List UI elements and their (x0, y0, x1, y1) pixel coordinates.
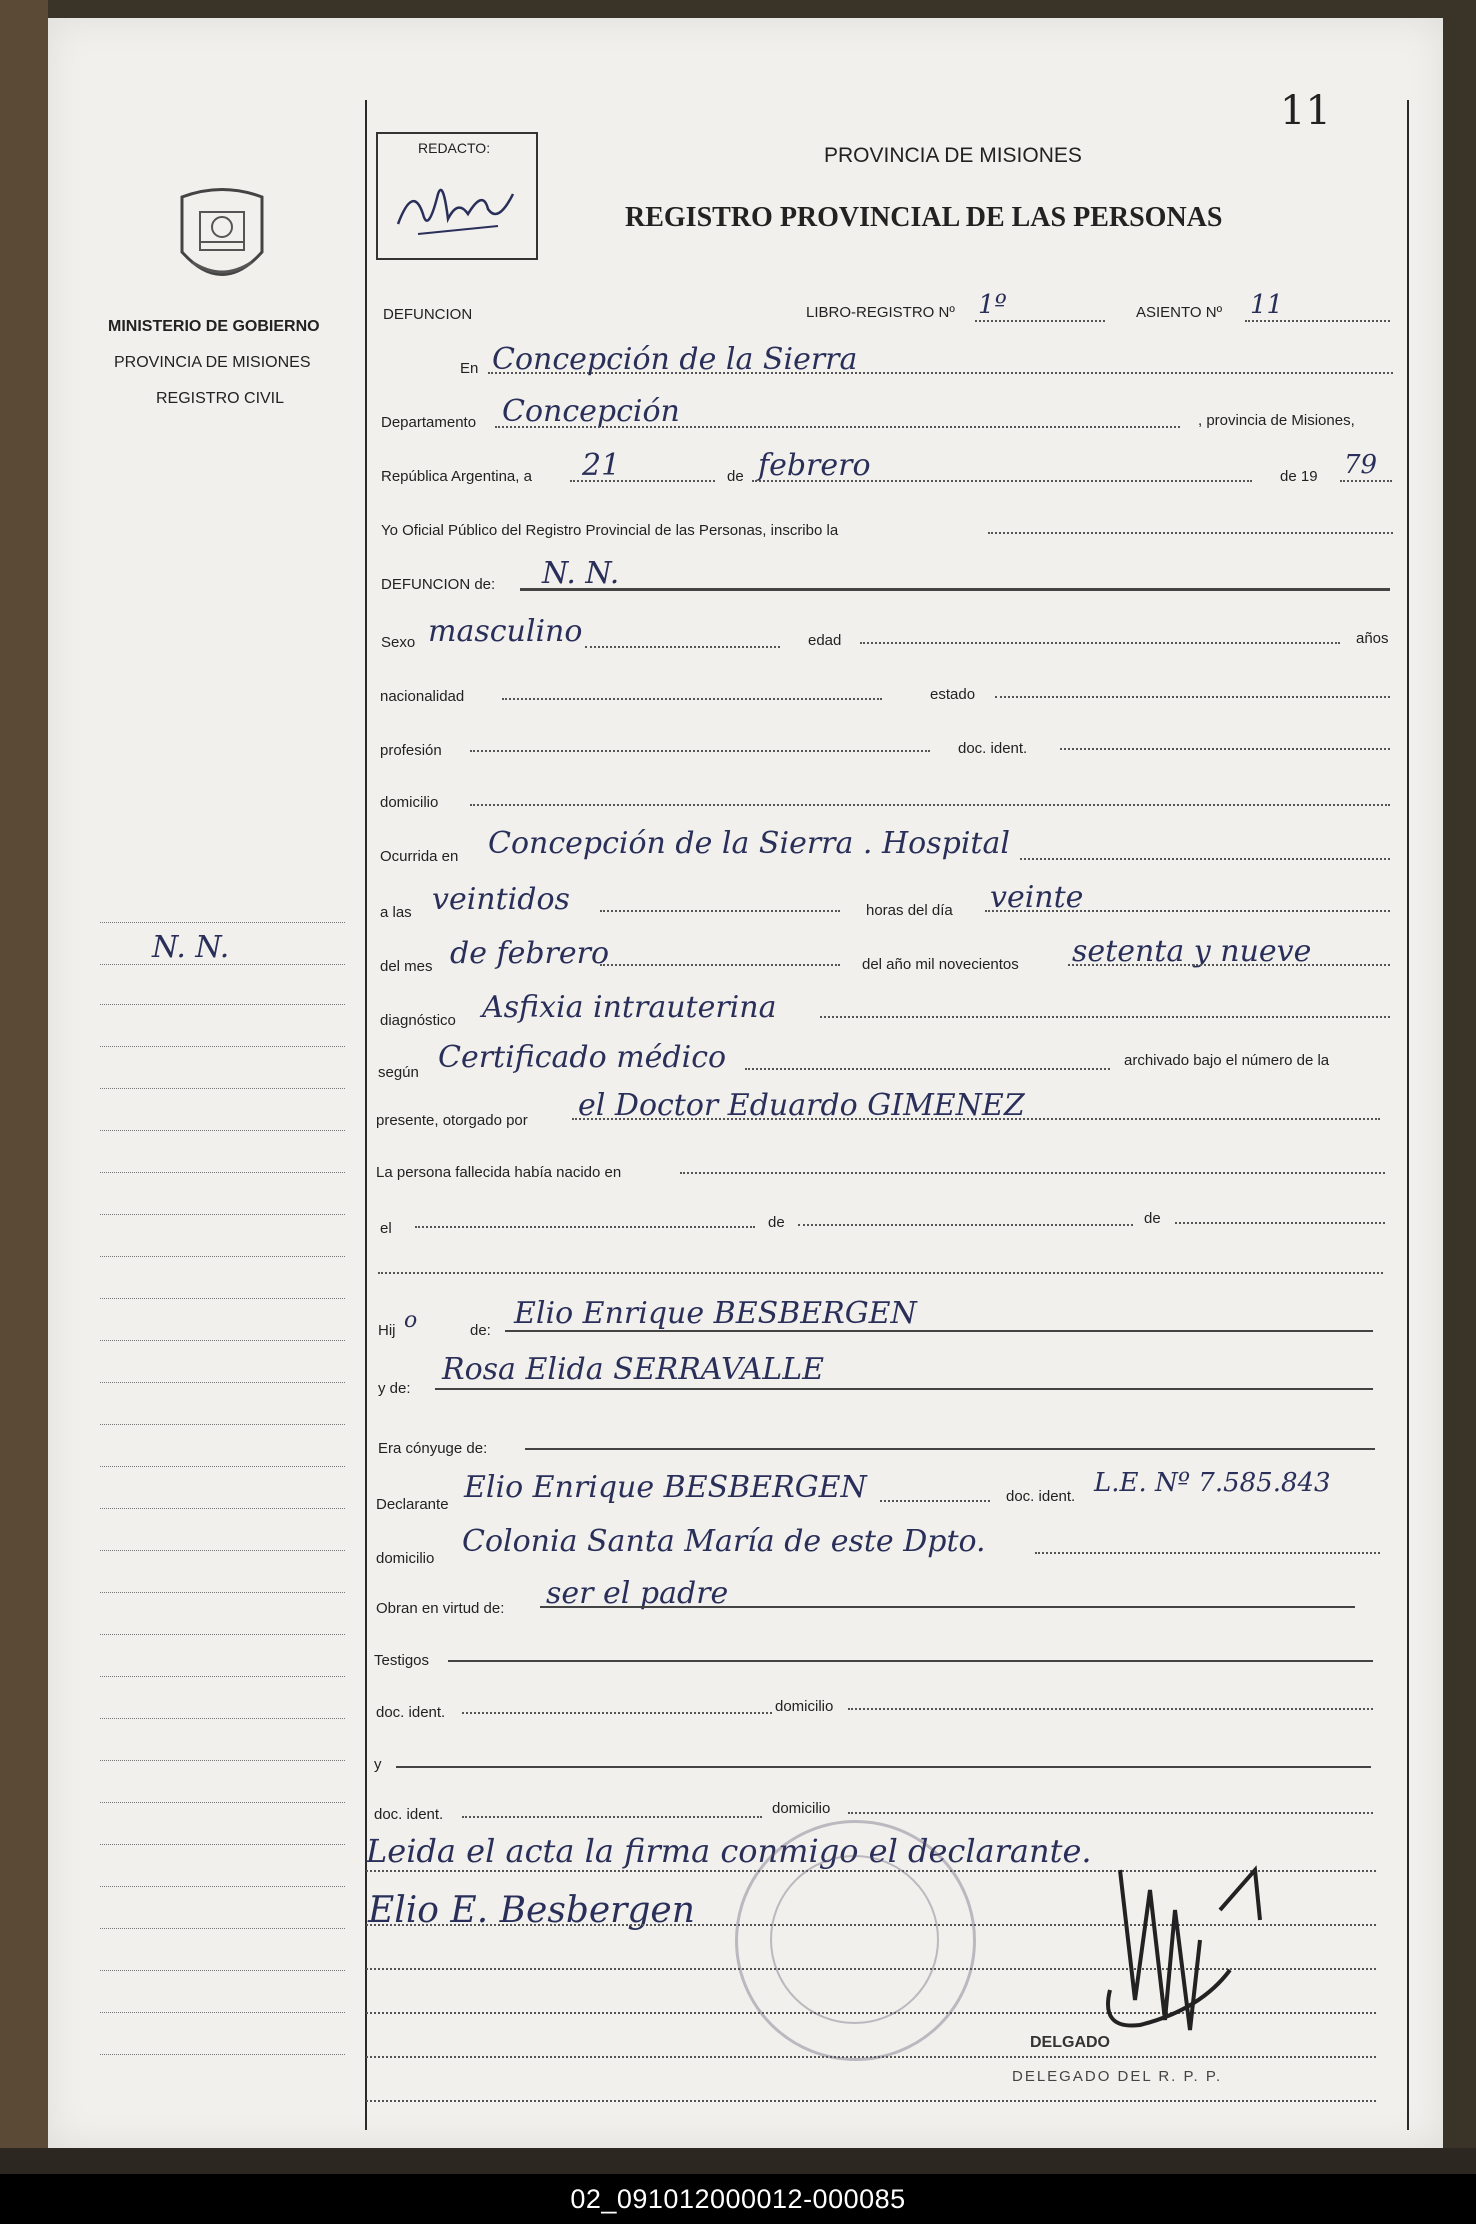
label-departamento: Departamento (381, 414, 477, 431)
label-domicilio-4: domicilio (772, 1800, 831, 1817)
line-nacido-2 (378, 1272, 1383, 1274)
value-padre: Elio Enrique BESBERGEN (514, 1296, 917, 1331)
side-line (100, 1424, 345, 1425)
value-diagnostico: Asfixia intrauterina (482, 990, 777, 1025)
value-dia-texto: veinte (990, 880, 1084, 915)
value-asiento: 11 (1250, 290, 1284, 320)
side-line (100, 1928, 345, 1929)
line-madre (435, 1388, 1373, 1390)
official-stamp-line-2: DELEGADO DEL R. P. P. (1012, 2068, 1223, 2085)
label-de-2: de (768, 1214, 785, 1231)
label-a-las: a las (380, 904, 412, 921)
redacto-signature-icon (388, 164, 528, 249)
value-segun: Certificado médico (438, 1040, 727, 1075)
value-mes-texto: de febrero (450, 936, 610, 971)
label-horas-dia: horas del día (866, 902, 953, 919)
crest-icon (172, 182, 272, 297)
value-firma-declarante: Elio E. Besbergen (368, 1890, 695, 1931)
line-otorgado (572, 1118, 1380, 1120)
label-conyuge: Era cónyuge de: (378, 1440, 488, 1457)
label-ocurrida: Ocurrida en (380, 848, 459, 865)
line-declarante (880, 1500, 990, 1502)
label-presente: presente, otorgado por (376, 1112, 528, 1129)
label-archivado: archivado bajo el número de la (1124, 1052, 1330, 1069)
form-page (48, 18, 1443, 2148)
label-del-mes: del mes (380, 958, 433, 975)
line-asiento (1245, 320, 1390, 322)
line-padre (505, 1330, 1373, 1332)
side-line (100, 1130, 345, 1131)
label-defuncion: DEFUNCION (383, 306, 473, 323)
side-line (100, 1508, 345, 1509)
line-doc-ident-3 (462, 1712, 772, 1714)
value-hora: veintidos (432, 882, 570, 917)
line-mes-texto (600, 964, 840, 966)
side-line (100, 1004, 345, 1005)
ministry-line-1: MINISTERIO DE GOBIERNO (108, 318, 320, 335)
value-anio: 79 (1344, 450, 1378, 480)
line-edad (860, 642, 1340, 644)
label-profesion: profesión (380, 742, 442, 759)
side-line (100, 1760, 345, 1761)
value-obran: ser el padre (546, 1576, 729, 1611)
side-line (100, 1298, 345, 1299)
label-edad: edad (808, 632, 842, 649)
value-declarante-doc: L.E. Nº 7.585.843 (1094, 1468, 1331, 1498)
line-dia (570, 480, 715, 482)
value-libro: 1º (978, 290, 1007, 320)
side-line (100, 1172, 345, 1173)
ministry-line-3: REGISTRO CIVIL (156, 390, 285, 407)
label-y-de: y de: (378, 1380, 411, 1397)
side-line (100, 1802, 345, 1803)
side-line (100, 1634, 345, 1635)
line-estado (995, 696, 1390, 698)
label-provincia: , provincia de Misiones, (1198, 412, 1355, 429)
label-diagnostico: diagnóstico (380, 1012, 456, 1029)
line-en (488, 372, 1393, 374)
line-libro (975, 320, 1105, 322)
label-republica: República Argentina, a (381, 468, 532, 485)
side-line (100, 1382, 345, 1383)
side-line (100, 1256, 345, 1257)
line-anio (1340, 480, 1392, 482)
side-line (100, 1718, 345, 1719)
label-defuncion-de: DEFUNCION de: (381, 576, 496, 593)
value-hijo-suffix: o (404, 1308, 418, 1333)
line-domicilio-3 (848, 1708, 1373, 1710)
line-anio-texto (1068, 964, 1390, 966)
label-hijo-de: de: (470, 1322, 491, 1339)
line-y (396, 1766, 1371, 1768)
side-line (100, 1340, 345, 1341)
value-declarante-domicilio: Colonia Santa María de este Dpto. (462, 1524, 986, 1559)
line-conyuge (525, 1448, 1375, 1450)
line-yo-oficial (988, 532, 1393, 534)
label-domicilio-3: domicilio (775, 1698, 834, 1715)
official-signature-icon (1080, 1850, 1300, 2050)
line-departamento (495, 426, 1180, 428)
value-dia: 21 (582, 448, 621, 483)
label-doc-ident-3: doc. ident. (376, 1704, 446, 1721)
label-declarante: Declarante (376, 1496, 449, 1513)
value-fallecido: N. N. (542, 556, 620, 591)
side-line (100, 2012, 345, 2013)
side-line (100, 1886, 345, 1887)
line-sexo (585, 646, 780, 648)
redacto-label: REDACTO: (418, 140, 491, 156)
line-de-3 (1175, 1222, 1385, 1224)
line-domicilio-4 (848, 1812, 1373, 1814)
line-domicilio (470, 804, 1390, 806)
line-ocurrida (1020, 858, 1390, 860)
redacto-box (376, 132, 538, 260)
side-name: N. N. (152, 930, 230, 965)
label-del-anio: del año mil novecientos (862, 956, 1019, 973)
line-testigos (448, 1660, 1373, 1662)
side-line (100, 964, 345, 965)
value-mes: febrero (758, 448, 871, 483)
label-doc-ident: doc. ident. (958, 740, 1028, 757)
value-sexo: masculino (428, 614, 583, 649)
side-line (100, 1214, 345, 1215)
line-segun (745, 1068, 1110, 1070)
value-ocurrida: Concepción de la Sierra . Hospital (488, 826, 1010, 861)
side-line (100, 1844, 345, 1845)
label-yo-oficial: Yo Oficial Público del Registro Provincial de las Personas, inscribo la (381, 522, 839, 539)
line-el (415, 1226, 755, 1228)
value-lugar: Concepción de la Sierra (492, 342, 858, 377)
label-doc-ident-4: doc. ident. (374, 1806, 444, 1823)
header-province: PROVINCIA DE MISIONES (824, 144, 1082, 167)
label-nacido: La persona fallecida había nacido en (376, 1164, 622, 1181)
label-segun: según (378, 1064, 419, 1081)
label-de-3: de (1144, 1210, 1161, 1227)
side-line (100, 1466, 345, 1467)
book-binding (0, 0, 48, 2170)
label-obran: Obran en virtud de: (376, 1600, 505, 1617)
label-asiento: ASIENTO Nº (1136, 304, 1223, 321)
header-title: REGISTRO PROVINCIAL DE LAS PERSONAS (625, 202, 1223, 233)
side-line (100, 1088, 345, 1089)
line-nacido (680, 1172, 1385, 1174)
line-profesion (470, 750, 930, 752)
line-de-2 (798, 1224, 1133, 1226)
side-line (100, 1970, 345, 1971)
label-domicilio-2: domicilio (376, 1550, 435, 1567)
label-anios: años (1356, 630, 1389, 647)
seal-inner-ring-icon (770, 1855, 939, 2024)
line-diagnostico (820, 1016, 1390, 1018)
bottom-strip (0, 2148, 1476, 2174)
label-nacionalidad: nacionalidad (380, 688, 465, 705)
value-anio-texto: setenta y nueve (1072, 934, 1312, 969)
value-departamento: Concepción (502, 394, 680, 429)
label-el: el (380, 1220, 392, 1237)
right-rule (1407, 100, 1409, 2130)
value-otorgado: el Doctor Eduardo GIMENEZ (578, 1088, 1025, 1123)
line-domicilio-2 (1035, 1552, 1380, 1554)
side-line (100, 1046, 345, 1047)
line-nacionalidad (502, 698, 882, 700)
label-testigos: Testigos (374, 1652, 430, 1669)
line-mes (752, 480, 1252, 482)
official-stamp-line-1: DELGADO (1030, 2034, 1110, 2051)
left-rule (365, 100, 367, 2130)
page-number: 11 (1280, 88, 1331, 134)
label-libro: LIBRO-REGISTRO Nº (806, 304, 955, 321)
value-leida: Leida el acta la firma conmigo el declarante. (366, 1832, 1092, 1870)
value-declarante: Elio Enrique BESBERGEN (464, 1470, 867, 1505)
line-defuncion-de (520, 588, 1390, 591)
label-de-mes: de (727, 468, 744, 485)
value-madre: Rosa Elida SERRAVALLE (442, 1352, 825, 1387)
side-line (100, 2054, 345, 2055)
label-en: En (460, 360, 479, 377)
line-doc-ident-4 (462, 1816, 762, 1818)
label-hijo: Hij (378, 1322, 396, 1339)
line-firma-5 (366, 2100, 1376, 2102)
line-obran (540, 1606, 1355, 1608)
side-line (100, 1676, 345, 1677)
ministry-line-2: PROVINCIA DE MISIONES (114, 354, 311, 371)
image-id-bar: 02_091012000012-000085 (0, 2174, 1476, 2224)
label-estado: estado (930, 686, 976, 703)
side-line (100, 1550, 345, 1551)
side-line (100, 922, 345, 923)
label-domicilio: domicilio (380, 794, 439, 811)
line-doc-ident (1060, 748, 1390, 750)
side-line (100, 1592, 345, 1593)
label-de-anio: de 19 (1280, 468, 1318, 485)
label-y: y (374, 1756, 382, 1773)
label-sexo: Sexo (381, 634, 416, 651)
line-dia-texto (985, 910, 1390, 912)
line-hora (600, 910, 840, 912)
label-doc-ident-2: doc. ident. (1006, 1488, 1076, 1505)
